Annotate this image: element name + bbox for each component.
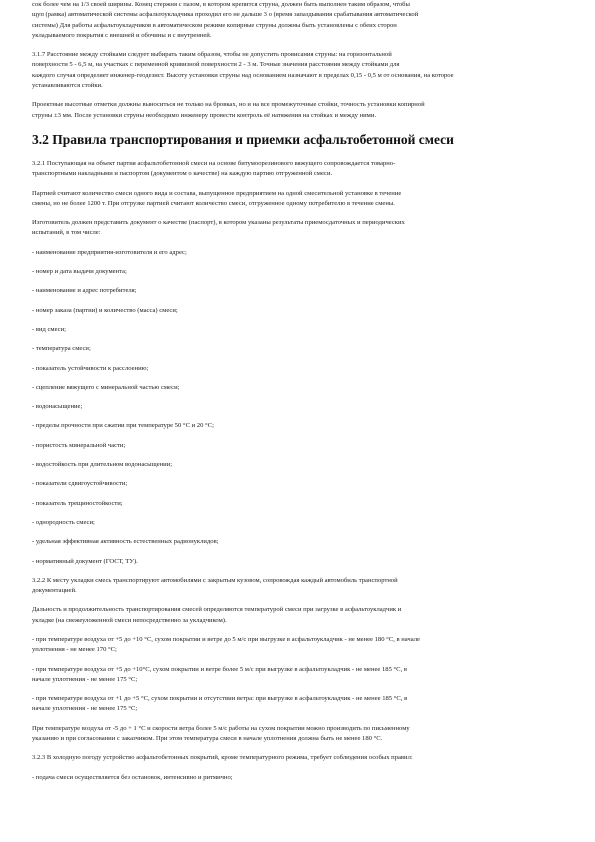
text-line: укладываемого покрытия с внешней и обочины и с внутренней.: [32, 31, 212, 39]
document-page: [32, 0, 563, 842]
text-line: системы) Для работы асфальтоукладчиков в автоматическом режиме копирные струны должны быть установлены с обеих сторон: [32, 21, 397, 29]
list-item: - показатель устойчивости к расслоению;: [32, 364, 149, 372]
text-line: смены, но не более 1200 т. При отгрузке партией считают количество смеси, отгруженное одному потребителю в течение смены.: [32, 199, 395, 207]
paragraph: [32, 0, 563, 41]
paragraph: [32, 753, 563, 763]
list-item: - вид смеси;: [32, 325, 66, 333]
paragraph-spacer: [32, 180, 563, 189]
paragraph-spacer: [32, 509, 563, 518]
paragraph-spacer: [32, 91, 563, 100]
paragraph: [32, 50, 563, 91]
paragraph-spacer: [32, 656, 563, 665]
paragraph-spacer: [32, 41, 563, 50]
text-line: уплотнения - не менее 170 °С;: [32, 646, 117, 654]
text-line: При температуре воздуха от -5 до + 1 °С и скорости ветра более 5 м/с работы на сухом покрытии можно производить по письменному: [32, 724, 410, 732]
text-line: 3.2.2 К месту укладки смесь транспортируют автомобилями с закрытым кузовом, сопровождая каждый автомобиль транспортной: [32, 576, 398, 584]
paragraph-spacer: [32, 297, 563, 306]
text-line: - при температуре воздуха от +1 до +5 °С, сухом покрытии и отсутствии ветра: при выгрузке в асфальтоукладчик - не менее 185 °С, в: [32, 695, 408, 703]
paragraph: [32, 218, 563, 239]
text-line: Изготовитель должен представить документ о качестве (паспорт), в котором указаны результаты приемосдаточных и периодических: [32, 219, 405, 227]
list-item: - показатели сдвигоустойчивости;: [32, 480, 128, 488]
text-line: укладке (на свежеуложенной смеси непосредственно за укладчиком).: [32, 616, 227, 624]
text-line: сок более чем на 1/3 своей ширины. Конец стержня с пазом, в котором крепится струна, должен быть выполнен таким образом, чтобы: [32, 1, 410, 8]
list-item: - удельная эффективная активность естественных радионуклидов;: [32, 538, 219, 546]
list-item: - однородность смеси;: [32, 518, 95, 526]
list-item: - водостойкость при длительном водонасыщении;: [32, 461, 173, 469]
paragraph-spacer: [32, 355, 563, 364]
text-line: начале уплотнения - не менее 175 °С;: [32, 675, 138, 683]
paragraph-spacer: [32, 744, 563, 753]
paragraph-spacer: [32, 277, 563, 286]
paragraph: [32, 159, 563, 180]
paragraph-spacer: [32, 528, 563, 537]
text-line: 3.2.3 В холодную погоду устройство асфальтобетонных покрытий, кроме температурного режима, требует соблюдения особых правил:: [32, 754, 413, 762]
text-line: Проектные высотные отметки должны выноситься не только на бровках, но и на все промежуточные стойки, точность установки копирной: [32, 101, 425, 109]
paragraph-spacer: [32, 470, 563, 479]
paragraph-spacer: [32, 432, 563, 441]
list-item: - температура смеси;: [32, 345, 91, 353]
paragraph-spacer: [32, 209, 563, 218]
text-line: струны ±3 мм. После установки струны необходимо инженеру провести контроль её натяжения на стойках и между ними.: [32, 111, 377, 119]
text-line: транспортными накладными и паспортом (документом о качестве) на каждую партию отгруженной смеси.: [32, 170, 333, 178]
paragraph-spacer: [32, 316, 563, 325]
text-line: начале уплотнения - не менее 175 °С;: [32, 705, 138, 713]
paragraph-spacer: [32, 596, 563, 605]
list-item: - показатель трещиностойкости;: [32, 499, 123, 507]
text-line: каждого случая определяет инженер-геодезист. Высоту установки струны над основанием назначают в пределах 0,15 - 0,5 м от основания, на которое: [32, 71, 454, 79]
paragraph-spacer: [32, 374, 563, 383]
paragraph-spacer: [32, 393, 563, 402]
list-item: - наименование и адрес потребителя;: [32, 287, 137, 295]
paragraph: [32, 694, 563, 715]
text-line: - при температуре воздуха от +5 до +10 °С, сухом покрытии и ветре до 5 м/с при выгрузке в асфальтоукладчик - не менее 180 °С, в начале: [32, 635, 420, 643]
paragraph-spacer: [32, 715, 563, 724]
paragraph-spacer: [32, 490, 563, 499]
list-item: - водонасыщение;: [32, 403, 83, 411]
text-line: устанавливаются стойки.: [32, 82, 103, 90]
list-item: - номер и дата выдачи документа;: [32, 268, 127, 276]
paragraph-spacer: [32, 626, 563, 635]
text-line: Дальность и продолжительность транспортирования смесей определяются температурой смеси при загрузке в асфальтоукладчик и: [32, 606, 402, 614]
paragraph-spacer: [32, 685, 563, 694]
list-item: - номер заказа (партии) и количество (масса) смеси;: [32, 306, 178, 314]
paragraph-spacer: [32, 764, 563, 773]
text-line: Партией считают количество смеси одного вида и состава, выпущенное предприятием на одной смесительной установке в течение: [32, 189, 402, 197]
paragraph-spacer: [32, 451, 563, 460]
paragraph: [32, 724, 563, 745]
list-item: - наименование предприятия-изготовителя и его адрес;: [32, 248, 187, 256]
text-line: испытаний, в том числе:: [32, 229, 101, 237]
paragraph-spacer: [32, 258, 563, 267]
text-line: поверхности 5 - 6,5 м, на участках с переменной кривизной поверхности 2 - 3 м. Точные значения расстояния между стойками для: [32, 61, 400, 69]
paragraph: [32, 635, 563, 656]
text-line: щуп (рамка) автоматической системы асфальтоукладчика проходил его не дальше 3 о (время запаздывания срабатывания автоматической: [32, 11, 419, 19]
text-line: 3.2.1 Поступающая на объект партия асфальтобетонной смеси на основе битумоорезинового вяжущего сопровождается товарно-: [32, 159, 396, 167]
paragraph-spacer: [32, 548, 563, 557]
paragraph: [32, 576, 563, 597]
list-item: - сцепление вяжущего с минеральной частью смеси;: [32, 383, 180, 391]
list-item: - пределы прочности при сжатии при температуре 50 °С и 20 °С;: [32, 422, 214, 430]
paragraph: [32, 605, 563, 626]
list-item: - нормативный документ (ГОСТ, ТУ).: [32, 557, 138, 565]
text-line: - при температуре воздуха от +5 до +10°С, сухом покрытии и ветре более 5 м/с при выгрузке в асфальтоукладчик - не менее 185 °С, в: [32, 665, 407, 673]
list-item: - пористость минеральной части;: [32, 441, 126, 449]
section-heading: 3.2 Правила транспортирования и приемки асфальтобетонной смеси: [32, 131, 454, 147]
paragraph-spacer: [32, 412, 563, 421]
paragraph: [32, 100, 563, 121]
text-line: документацией.: [32, 587, 77, 595]
paragraph: [32, 189, 563, 210]
text-line: указанию и при согласовании с заказчиком. При этом температура смеси в начале уплотнения должна быть не менее 180 °С.: [32, 735, 383, 743]
paragraph-spacer: [32, 148, 563, 159]
paragraph-spacer: [32, 121, 563, 132]
paragraph-spacer: [32, 239, 563, 248]
paragraph-spacer: [32, 567, 563, 576]
text-line: 3.1.7 Расстояние между стойками следует выбирать таким образом, чтобы не допустить провисания струны: на горизонтальной: [32, 51, 392, 59]
list-item: - подача смеси осуществляется без остановок, интенсивно и ритмично;: [32, 773, 233, 781]
paragraph-spacer: [32, 335, 563, 344]
paragraph: [32, 665, 563, 686]
